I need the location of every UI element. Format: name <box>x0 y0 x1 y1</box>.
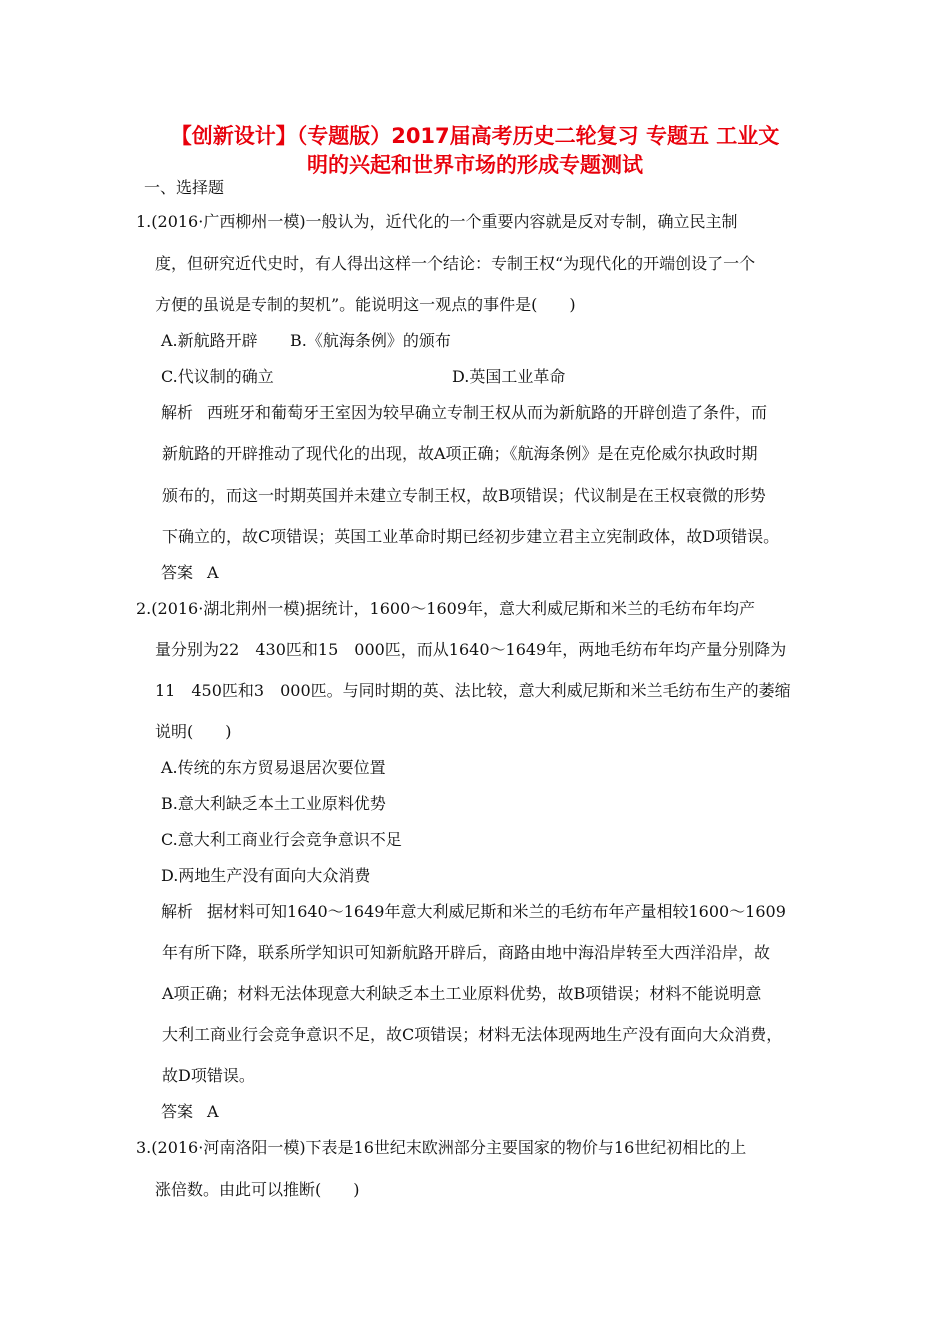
q1-stem-line-2: 度，但研究近代史时，有人得出这样一个结论：专制王权“为现代化的开端创设了一个 <box>155 254 756 273</box>
q1-stem-line-1: 1.(2016·广西柳州一模)一般认为，近代化的一个重要内容就是反对专制，确立民主制 <box>136 212 738 231</box>
q2-analysis-line-1 <box>161 900 786 924</box>
q1-answer-label: 答案 <box>161 563 194 582</box>
q2-analysis-line-5: 故D项错误。 <box>162 1066 255 1085</box>
q1-analysis-line-3: 颁布的，而这一时期英国并未建立专制王权，故B项错误；代议制是在王权衰微的形势 <box>162 486 766 505</box>
q2-option-c: C.意大利工商业行会竞争意识不足 <box>161 830 402 849</box>
q2-analysis-line-4: 大利工商业行会竞争意识不足，故C项错误；材料无法体现两地生产没有面向大众消费， <box>162 1025 783 1044</box>
q3-stem-line-1: 3.(2016·河南洛阳一模)下表是16世纪末欧洲部分主要国家的物价与16世纪初相比的上 <box>136 1138 747 1157</box>
title-line-2: 明的兴起和世界市场的形成专题测试 <box>307 153 643 177</box>
q1-option-a: A.新航路开辟 <box>161 331 258 350</box>
q1-analysis-line-1 <box>161 401 767 425</box>
q2-analysis-label: 解析 <box>161 902 194 921</box>
q2-answer-value: A <box>207 1102 219 1121</box>
q1-analysis-line-4: 下确立的，故C项错误；英国工业革命时期已经初步建立君主立宪制政体，故D项错误。 <box>162 527 780 546</box>
document-title <box>120 122 830 180</box>
q1-option-c: C.代议制的确立 <box>161 367 274 386</box>
q2-answer <box>161 1100 219 1124</box>
q1-answer-value: A <box>207 563 219 582</box>
q1-option-b: B.《航海条例》的颁布 <box>290 331 451 350</box>
q1-analysis-label: 解析 <box>161 403 194 422</box>
q2-analysis-line-2: 年有所下降，联系所学知识可知新航路开辟后，商路由地中海沿岸转至大西洋沿岸，故 <box>162 943 771 962</box>
q3-stem-line-2: 涨倍数。由此可以推断( ) <box>155 1180 360 1199</box>
q2-option-a: A.传统的东方贸易退居次要位置 <box>161 758 386 777</box>
q2-option-d: D.两地生产没有面向大众消费 <box>161 866 371 885</box>
q2-stem-line-3: 11 450匹和3 000匹。与同时期的英、法比较，意大利威尼斯和米兰毛纺布生产的萎缩 <box>155 681 791 700</box>
q2-option-b: B.意大利缺乏本土工业原料优势 <box>161 794 386 813</box>
q2-analysis-line-3: A项正确；材料无法体现意大利缺乏本土工业原料优势，故B项错误；材料不能说明意 <box>162 984 762 1003</box>
q1-stem-line-3: 方便的虽说是专制的契机”。能说明这一观点的事件是( ) <box>155 295 576 314</box>
q2-stem-line-2: 量分别为22 430匹和15 000匹，而从1640～1649年，两地毛纺布年均产量分别降为 <box>155 640 787 659</box>
q2-analysis-text-1: 据材料可知1640～1649年意大利威尼斯和米兰的毛纺布年产量相较1600～1609 <box>207 902 786 921</box>
q2-stem-line-4: 说明( ) <box>155 722 232 741</box>
q2-answer-label: 答案 <box>161 1102 194 1121</box>
q2-stem-line-1: 2.(2016·湖北荆州一模)据统计，1600～1609年，意大利威尼斯和米兰的毛纺布年均产 <box>136 599 755 618</box>
q1-option-d: D.英国工业革命 <box>452 367 566 386</box>
q1-analysis-line-2: 新航路的开辟推动了现代化的出现，故A项正确；《航海条例》是在克伦威尔执政时期 <box>162 444 758 463</box>
q1-analysis-text-1: 西班牙和葡萄牙王室因为较早确立专制王权从而为新航路的开辟创造了条件，而 <box>207 403 768 422</box>
section-heading: 一、选择题 <box>144 178 225 197</box>
title-line-1: 【创新设计】（专题版）2017届高考历史二轮复习 专题五 工业文 <box>170 124 780 148</box>
q1-answer <box>161 561 219 585</box>
